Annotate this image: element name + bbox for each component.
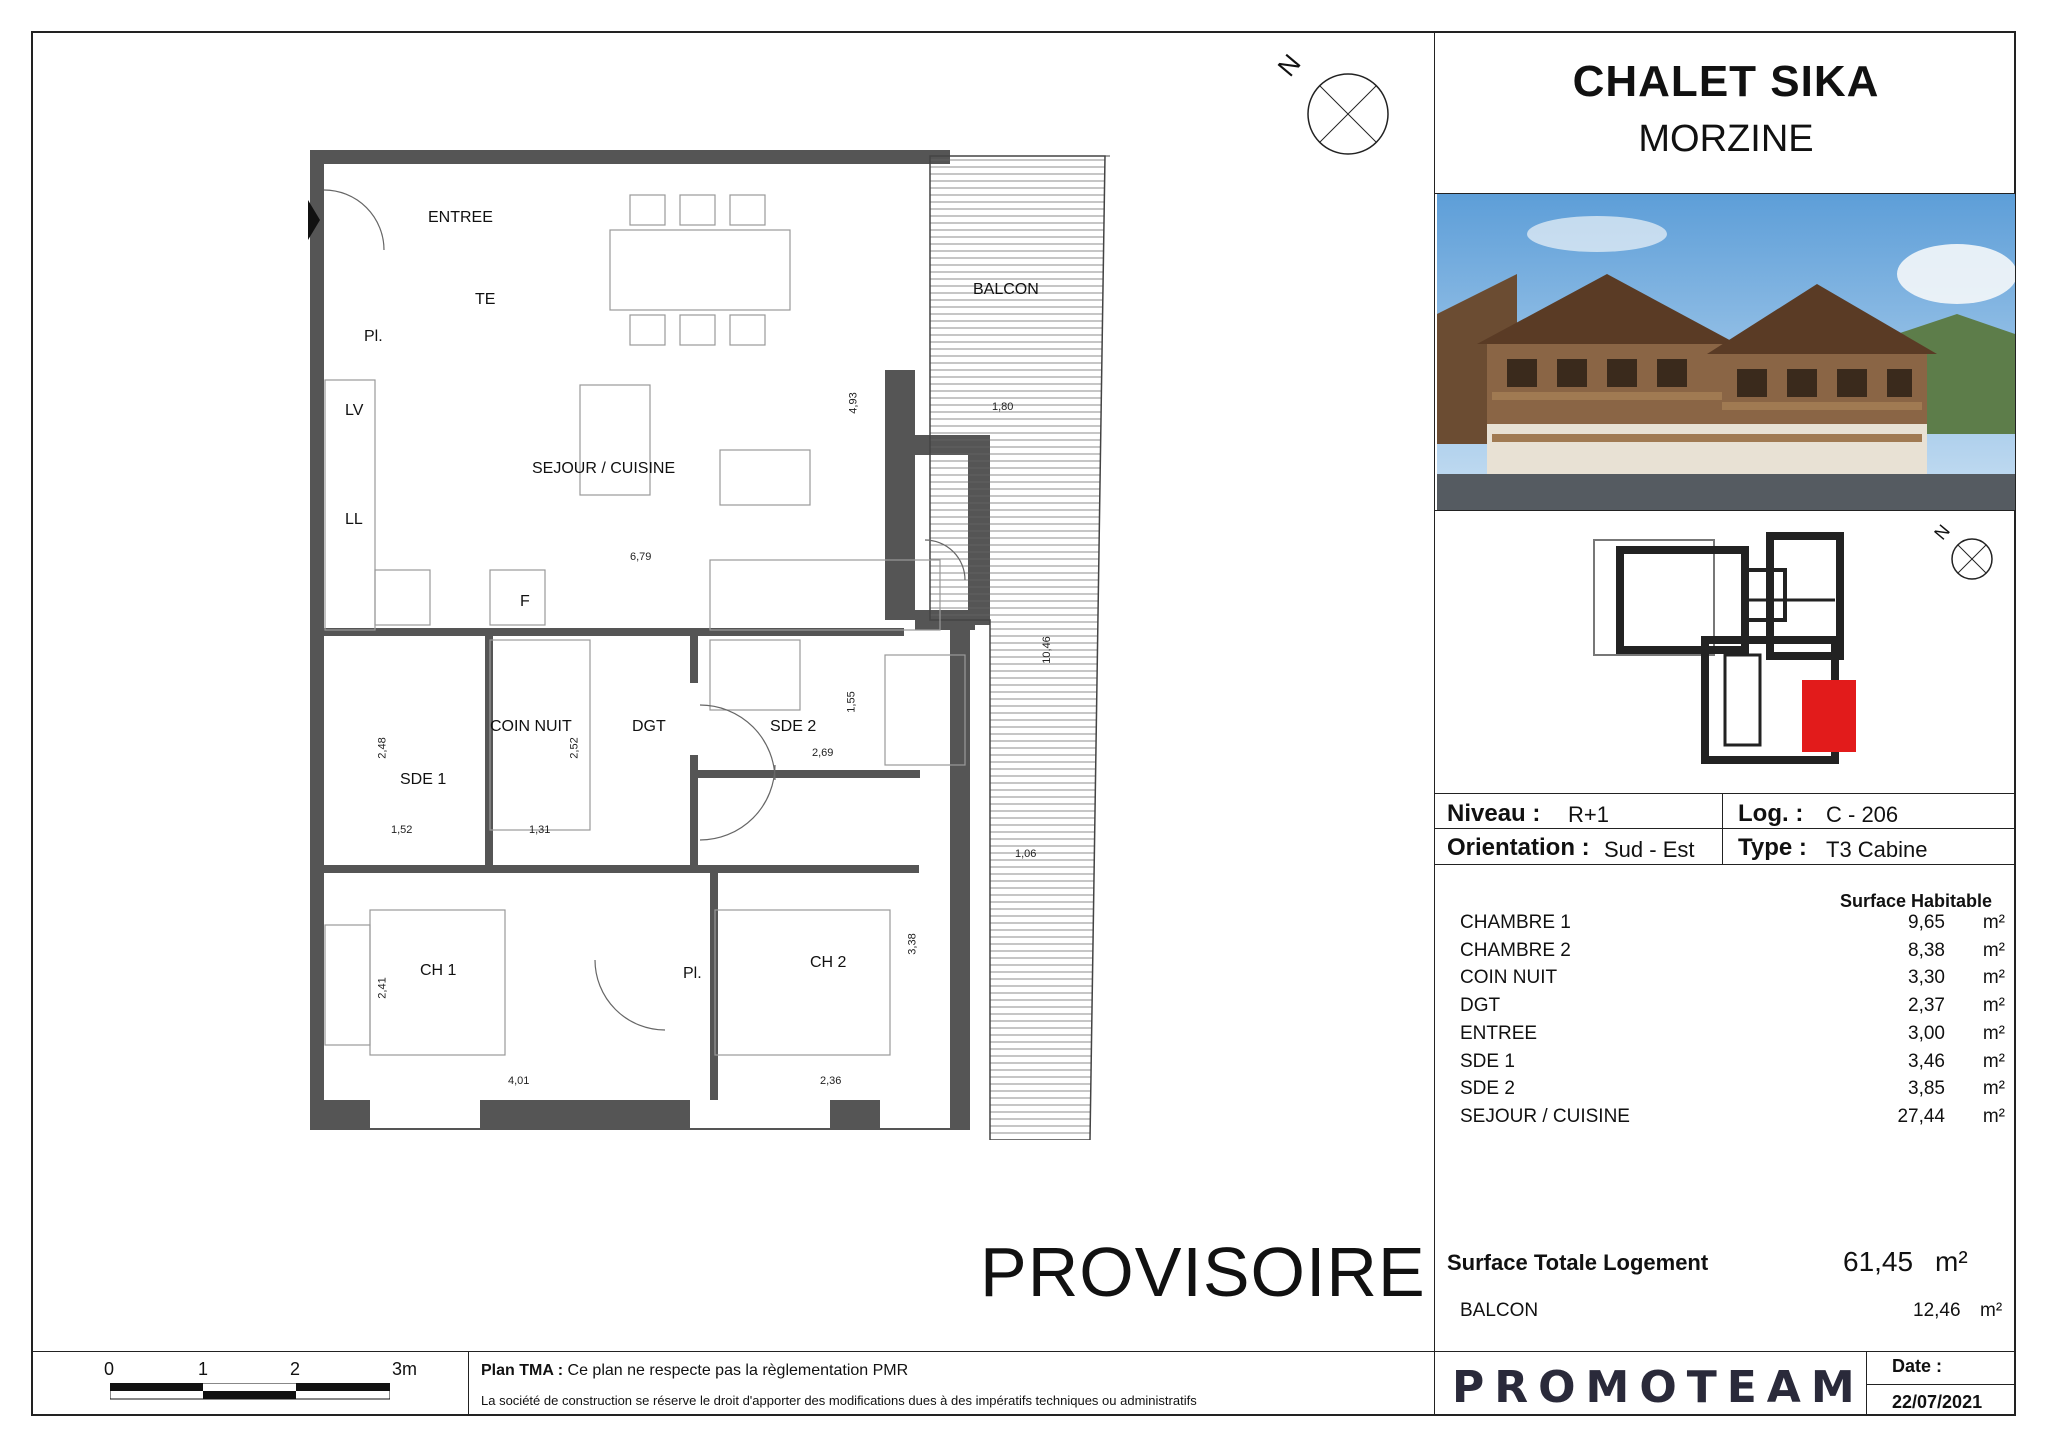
niveau-value: R+1 [1568,802,1609,827]
room-unit: m² [1982,912,2005,933]
plan-label-pl2: Pl. [683,965,702,982]
room-area: 27,44 [1897,1105,1945,1127]
plan-label-te: TE [475,291,496,308]
panel-divider [1434,31,1435,1416]
scale-bar [110,1383,390,1406]
room-surface-row [1460,1078,2005,1104]
plan-label-ll: LL [345,511,363,528]
room-area: 8,38 [1908,939,1945,961]
room-name: SDE 1 [1460,1050,1515,1072]
dim-10-46: 10,46 [1040,636,1053,664]
key-plan [1590,530,1890,770]
room-unit: m² [1982,1022,2005,1044]
scale-label-1: 1 [198,1359,209,1379]
dim-1-55: 1,55 [845,691,858,713]
details-bottom-line [1434,864,2016,865]
footer-col-2 [1434,1351,1435,1416]
room-area: 3,00 [1908,1022,1945,1044]
date-value: 22/07/2021 [1892,1392,1983,1412]
room-unit: m² [1982,1078,2005,1100]
room-surface-row [1460,912,2005,938]
plan-note [481,1362,908,1380]
keyplan-compass-icon [1950,537,1994,586]
room-unit: m² [1982,1105,2005,1127]
orientation-label: Orientation : [1447,834,1590,861]
room-surface-row [1460,940,2005,966]
plan-label-ch2: CH 2 [810,954,847,971]
room-area: 9,65 [1908,912,1945,933]
plan-label-sejour: SEJOUR / CUISINE [532,460,676,477]
niveau-label: Niveau : [1447,800,1541,827]
room-surface-row [1460,1106,2005,1132]
dim-4-01: 4,01 [508,1075,530,1087]
dim-1-80: 1,80 [992,401,1014,413]
plan-note-text: Ce plan ne respecte pas la règlementation PMR [567,1362,909,1379]
room-area: 3,46 [1908,1050,1945,1072]
total-unit: m² [1935,1246,1968,1277]
room-surface-row [1460,1051,2005,1077]
room-area: 3,85 [1908,1078,1945,1100]
dim-1-31: 1,31 [529,824,551,836]
balcony-unit: m² [1980,1300,2003,1321]
date-divider [1866,1384,2016,1385]
plan-label-pl1: Pl. [364,328,383,345]
room-name: CHAMBRE 2 [1460,939,1571,961]
dim-2-52: 2,52 [568,737,581,759]
date-label: Date : [1892,1356,1943,1376]
room-area: 2,37 [1908,995,1945,1017]
north-label: N [1271,48,1307,83]
balcony-value: 12,46 [1913,1300,1961,1321]
dim-2-36: 2,36 [820,1075,842,1087]
scale-label-3m: 3m [392,1359,418,1379]
room-name: SDE 2 [1460,1078,1515,1100]
room-name: SEJOUR / CUISINE [1460,1105,1630,1127]
dim-2-41: 2,41 [376,977,389,999]
dim-1-52: 1,52 [391,824,413,836]
plan-label-sde1: SDE 1 [400,771,447,788]
plan-note-title: Plan TMA : [481,1362,564,1379]
footer-col-1 [468,1351,469,1416]
photo-divider [1434,510,2016,511]
dim-2-48: 2,48 [376,737,389,759]
plan-label-entree: ENTREE [428,209,493,226]
plan-label-balcon: BALCON [973,281,1039,298]
plan-label-lv: LV [345,402,364,419]
type-value: T3 Cabine [1826,837,1928,862]
room-name: DGT [1460,995,1501,1017]
room-unit: m² [1982,967,2005,989]
room-name: COIN NUIT [1460,967,1558,989]
scale-label-0: 0 [104,1359,115,1379]
room-surface-row [1460,1023,2005,1049]
surface-header: Surface Habitable [1840,891,1993,911]
keyplan-north-label: N [1930,520,1954,544]
room-unit: m² [1982,939,2005,961]
dim-2-69: 2,69 [812,747,834,759]
total-label: Surface Totale Logement [1447,1250,1709,1275]
dim-1-06: 1,06 [1015,848,1037,860]
log-label: Log. : [1738,800,1804,827]
brand-logo: PROMOTEAM [1452,1362,1865,1413]
type-label: Type : [1738,834,1807,861]
compass-icon [1306,72,1390,161]
room-area: 3,30 [1908,967,1945,989]
disclaimer: La société de construction se réserve le droit d'apporter des modifications dues à des impératifs techniques ou administratifs [481,1393,1197,1408]
room-unit: m² [1982,995,2005,1017]
plan-label-ch1: CH 1 [420,962,457,979]
orientation-value: Sud - Est [1604,837,1695,862]
balcony-label: BALCON [1460,1300,1539,1321]
plan-label-dgt: DGT [632,718,666,735]
room-name: CHAMBRE 1 [1460,912,1571,933]
details-col-divider [1722,793,1723,864]
plan-label-sde2: SDE 2 [770,718,817,735]
project-title: CHALET SIKA [1572,57,1880,106]
room-name: ENTREE [1460,1022,1538,1044]
plan-label-f: F [520,593,530,610]
building-photo [1437,194,2015,510]
details-top-line [1434,793,2016,794]
footer-divider [31,1351,2016,1352]
total-value: 61,45 [1843,1246,1914,1277]
provisional-stamp: PROVISOIRE [980,1233,1426,1311]
details-mid-line [1434,828,2016,829]
room-surface-row [1460,967,2005,993]
dim-4-93: 4,93 [847,392,860,414]
plan-label-coin-nuit: COIN NUIT [490,718,572,735]
log-value: C - 206 [1826,802,1899,827]
dim-3-38: 3,38 [906,933,919,955]
project-location: MORZINE [1638,118,1814,160]
dim-6-79: 6,79 [630,551,652,563]
room-surface-row [1460,995,2005,1021]
scale-label-2: 2 [290,1359,301,1379]
room-unit: m² [1982,1050,2005,1072]
